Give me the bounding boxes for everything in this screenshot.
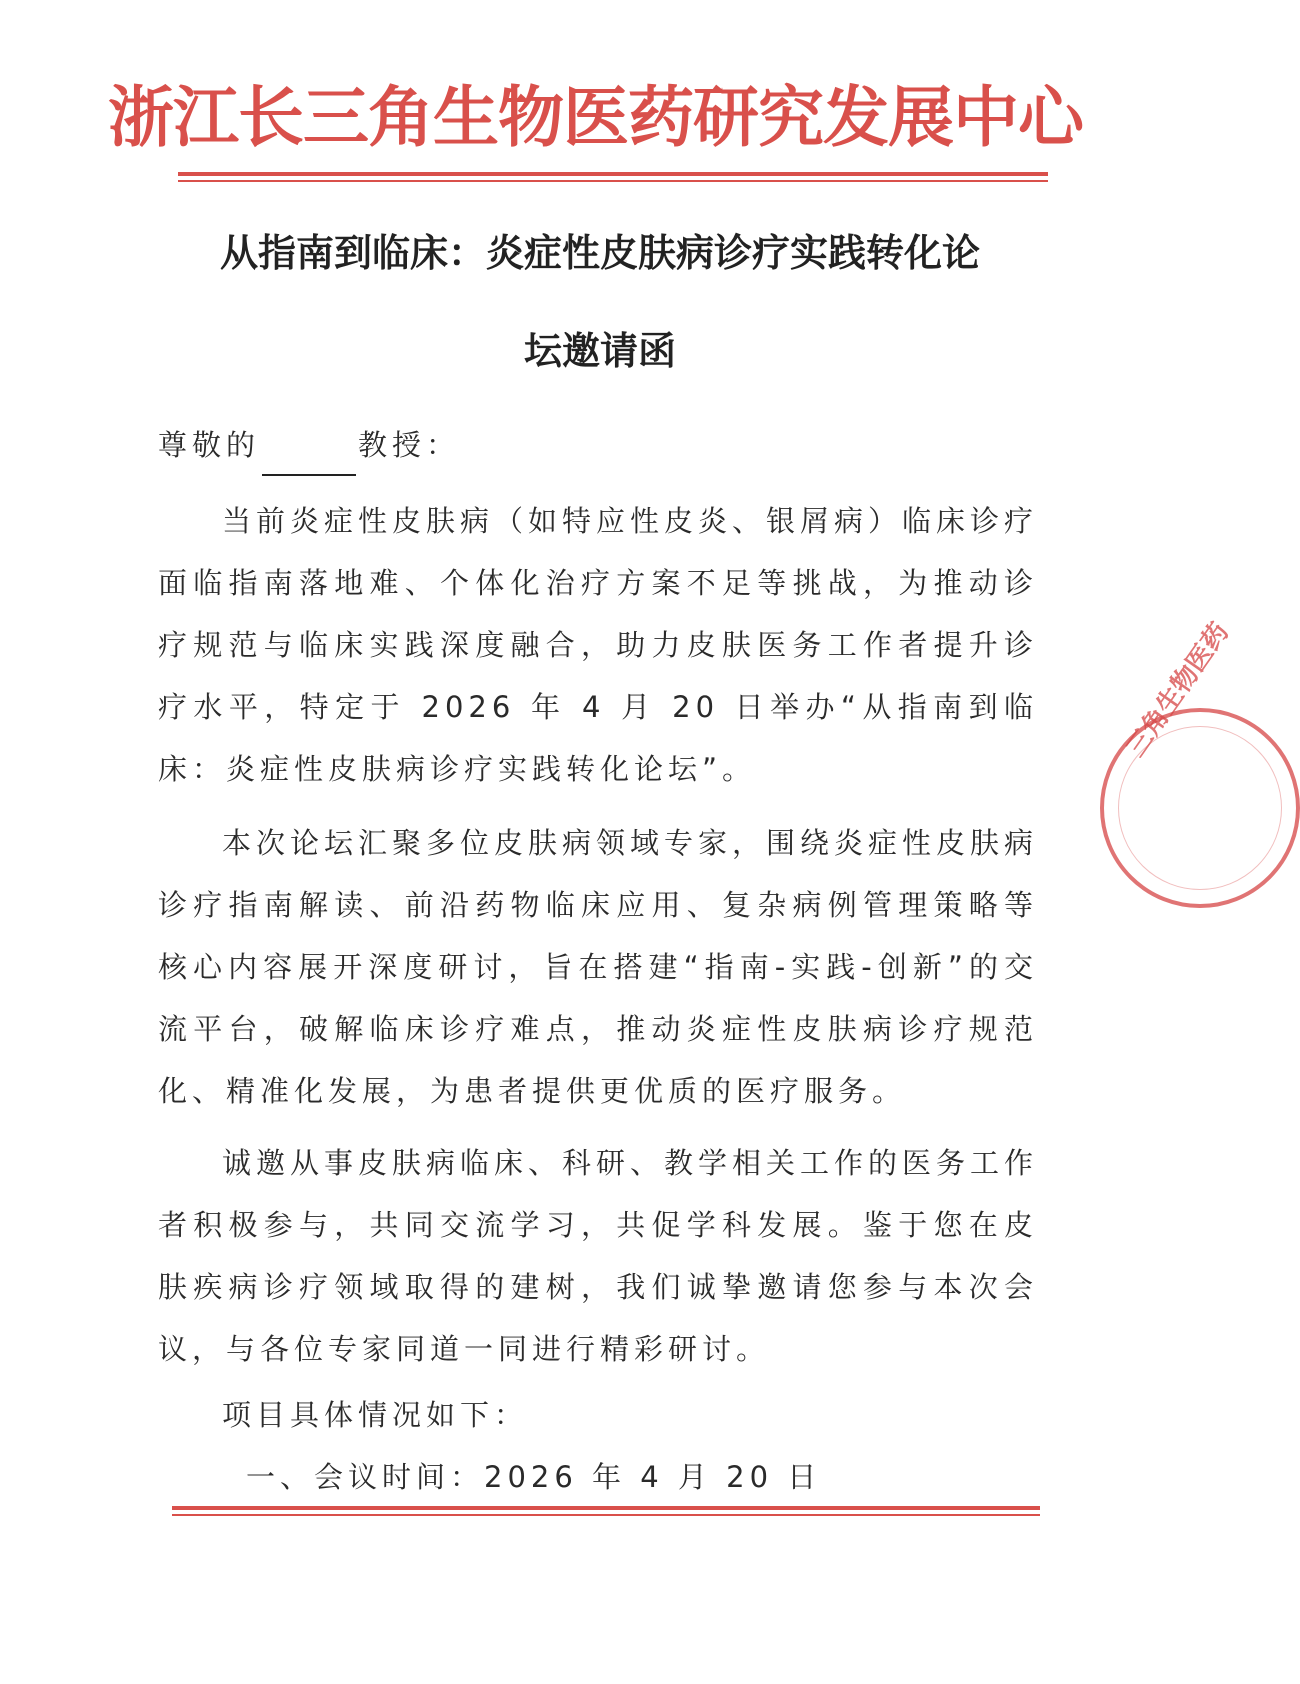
paragraph-details-intro: 项目具体情况如下： bbox=[222, 1398, 529, 1432]
name-blank-line bbox=[262, 440, 356, 476]
paragraph-invitation: 诚邀从事皮肤病临床、科研、教学相关工作的医务工作者积极参与，共同交流学习，共促学科发展。鉴于您在皮肤疾病诊疗领域取得的建树，我们诚挚邀请您参与本次会议，与各位专家同道一同进行精彩研讨。 bbox=[158, 1146, 1039, 1366]
seal-text: 三角生物医药 bbox=[1120, 617, 1235, 763]
paragraph-forum-overview: 本次论坛汇聚多位皮肤病领域专家，围绕炎症性皮肤病诊疗指南解读、前沿药物临床应用、复杂病例管理策略等核心内容展开深度研讨，旨在搭建“指南-实践-创新”的交流平台，破解临床诊疗难点，推动炎症性皮肤病诊疗规范化、精准化发展，为患者提供更优质的医疗服务。 bbox=[158, 826, 1039, 1108]
salutation-prefix: 尊敬的 bbox=[158, 428, 261, 462]
footer-rule-thick bbox=[172, 1506, 1040, 1510]
paragraph-background: 当前炎症性皮肤病（如特应性皮炎、银屑病）临床诊疗面临指南落地难、个体化治疗方案不足等挑战，为推动诊疗规范与临床实践深度融合，助力皮肤医务工作者提升诊疗水平，特定于 2026 年 4 月 20 日举办“从指南到临床：炎症性皮肤病诊疗实践转化论坛”。 bbox=[158, 504, 1039, 786]
official-seal-stamp bbox=[1100, 617, 1300, 908]
letterhead-rule-thin bbox=[178, 180, 1048, 182]
footer-rule-thin bbox=[172, 1514, 1040, 1516]
letterhead-org-name: 浙江长三角生物医药研究发展中心 bbox=[108, 78, 1083, 156]
document-title-line-1: 从指南到临床：炎症性皮肤病诊疗实践转化论 bbox=[219, 230, 980, 275]
meeting-time-item: 一、会议时间：2026 年 4 月 20 日 bbox=[246, 1460, 822, 1494]
letterhead-rule-thick bbox=[178, 172, 1048, 176]
document-title-line-2: 坛邀请函 bbox=[523, 328, 676, 373]
salutation bbox=[158, 414, 1038, 476]
salutation-suffix: 教授： bbox=[358, 428, 461, 462]
